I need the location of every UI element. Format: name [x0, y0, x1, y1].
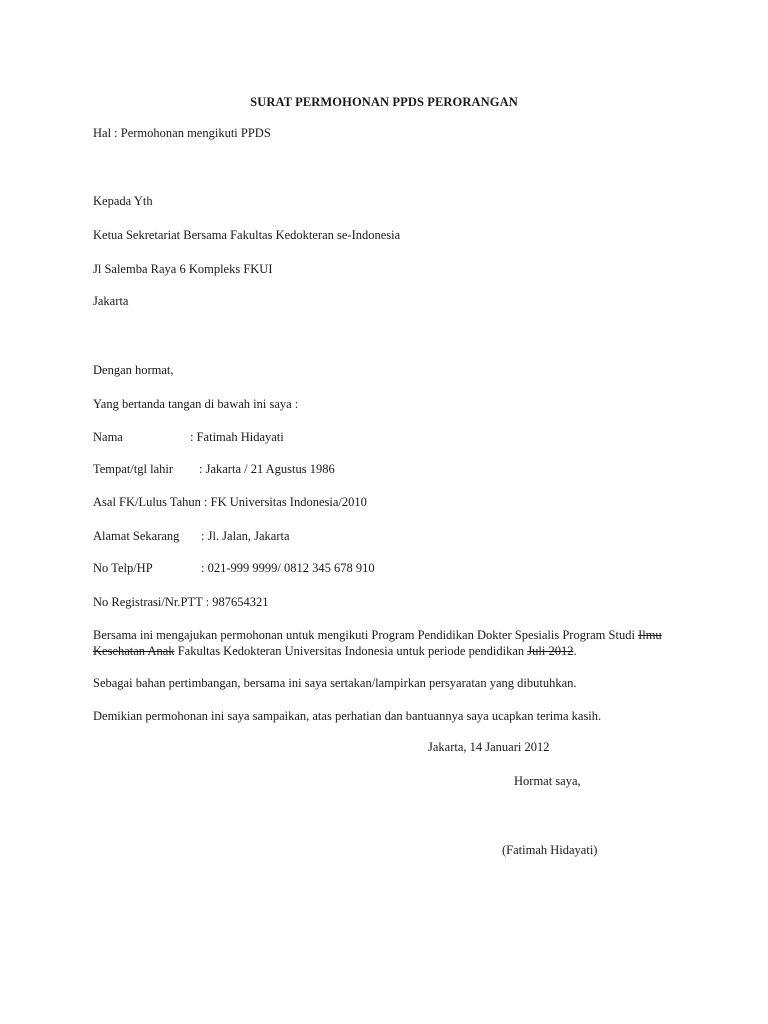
- field-alamat: [93, 528, 290, 544]
- field-ttl: [93, 461, 335, 477]
- field-nama: [93, 429, 284, 445]
- closing-regards: Hormat saya,: [514, 774, 581, 788]
- signature-name: (Fatimah Hidayati): [502, 843, 598, 857]
- closing-place-date: Jakarta, 14 Januari 2012: [428, 740, 550, 754]
- letter-title: SURAT PERMOHONAN PPDS PERORANGAN: [250, 95, 518, 109]
- field-asal: Asal FK/Lulus Tahun : FK Universitas Indonesia/2010: [93, 495, 367, 509]
- body-p1-struck-program: Ilmu Kesehatan Anak: [93, 628, 662, 658]
- body-paragraph-1: [93, 627, 693, 659]
- salutation: Dengan hormat,: [93, 363, 174, 377]
- recipient-city: Jakarta: [93, 294, 129, 308]
- letter-subject: Hal : Permohonan mengikuti PPDS: [93, 126, 271, 140]
- body-p1-struck-period: Juli 2012: [527, 644, 574, 658]
- body-paragraph-2: Sebagai bahan pertimbangan, bersama ini saya sertakan/lampirkan persyaratan yang dibutuhkan.: [93, 676, 577, 690]
- recipient-name: Ketua Sekretariat Bersama Fakultas Kedokteran se-Indonesia: [93, 228, 401, 242]
- field-alamat-value: : Jl. Jalan, Jakarta: [201, 529, 290, 543]
- recipient-greeting: Kepada Yth: [93, 194, 153, 208]
- body-p1-part1: Bersama ini mengajukan permohonan untuk mengikuti Program Pendidikan Dokter Spesialis Program Studi: [93, 628, 635, 642]
- field-alamat-label: Alamat Sekarang: [93, 529, 180, 543]
- body-paragraph-3: Demikian permohonan ini saya sampaikan, atas perhatian dan bantuannya saya ucapkan terima kasih.: [93, 709, 602, 723]
- field-ttl-value: : Jakarta / 21 Agustus 1986: [199, 462, 335, 476]
- field-nama-value: : Fatimah Hidayati: [190, 430, 284, 444]
- field-nama-label: Nama: [93, 430, 123, 444]
- recipient-address: Jl Salemba Raya 6 Kompleks FKUI: [93, 262, 273, 276]
- field-registrasi: No Registrasi/Nr.PTT : 987654321: [93, 595, 269, 609]
- intro-line: Yang bertanda tangan di bawah ini saya :: [93, 397, 299, 411]
- field-ttl-label: Tempat/tgl lahir: [93, 462, 174, 476]
- body-p1-end: .: [573, 644, 577, 658]
- body-p1-part2: Fakultas Kedokteran Universitas Indonesia untuk periode pendidikan: [177, 644, 525, 658]
- field-telp-label: No Telp/HP: [93, 561, 153, 575]
- field-telp-value: : 021-999 9999/ 0812 345 678 910: [201, 561, 375, 575]
- field-telp: [93, 560, 375, 576]
